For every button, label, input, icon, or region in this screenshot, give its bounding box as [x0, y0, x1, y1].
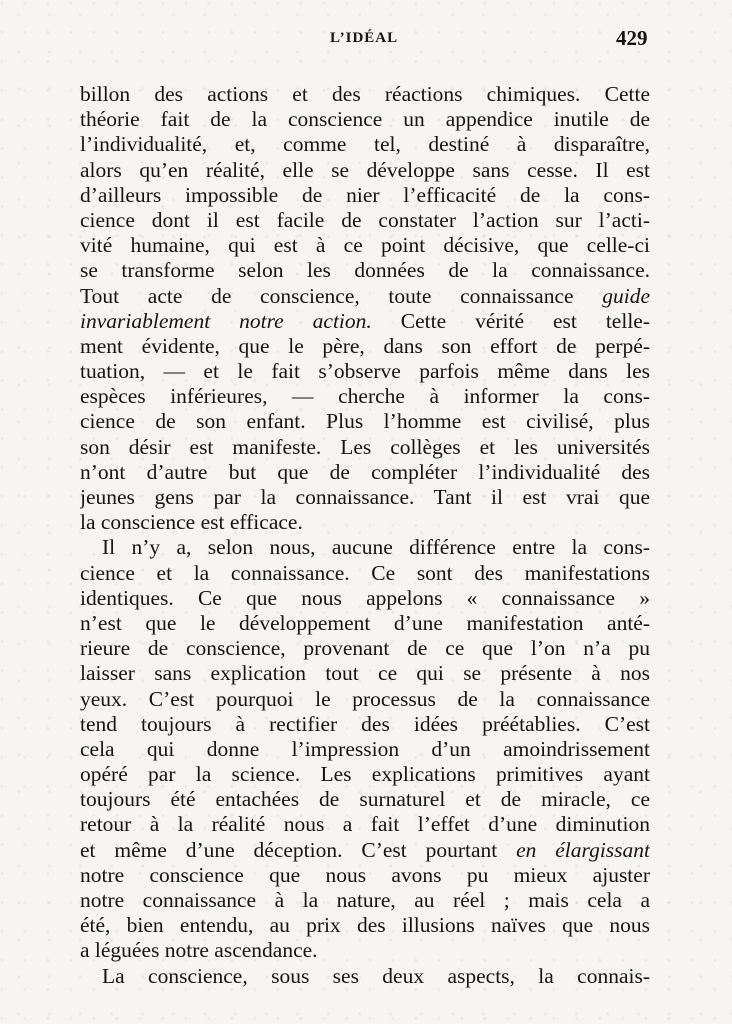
text-line: tuation, — et le fait s’observe parfois même dans les	[80, 359, 650, 384]
text-line: billon des actions et des réactions chimiques. Cette	[80, 82, 650, 106]
text-line: a léguées notre ascendance.	[80, 938, 318, 963]
text-line: jeunes gens par la connaissance. Tant il est vrai que	[80, 485, 650, 509]
text-line: La conscience, sous ses deux aspects, la connais-	[102, 963, 650, 988]
text-line: tend toujours à rectifier des idées préétablies. C’est	[80, 711, 650, 736]
text-line: notre connaissance à la nature, au réel ; mais cela a	[80, 888, 650, 912]
text-span: Cette vérité est telle-	[400, 308, 650, 333]
text-line	[80, 284, 650, 309]
text-line: yeux. C’est pourquoi le processus de la connaissance	[80, 686, 650, 711]
text-line: se transforme selon les données de la connaissance.	[80, 258, 650, 283]
italic-text: invariablement notre action.	[80, 308, 372, 333]
text-line	[80, 838, 650, 863]
text-line: théorie fait de la conscience un appendice inutile de	[80, 107, 650, 132]
text-line: vité humaine, qui est à ce point décisive, que celle-ci	[80, 233, 650, 258]
running-head: L’IDÉAL	[330, 30, 399, 46]
text-line: espèces inférieures, — cherche à informer la cons-	[80, 384, 650, 409]
text-line: cience et la connaissance. Ce sont des manifestations	[80, 560, 650, 585]
text-line: n’est que le développement d’une manifestation anté-	[80, 610, 650, 635]
text-line: rieure de conscience, provenant de ce que l’on n’a pu	[80, 636, 650, 661]
text-line: ment évidente, que le père, dans son effort de perpé-	[80, 333, 650, 358]
text-line: la conscience est efficace.	[80, 510, 303, 535]
text-line	[80, 309, 650, 334]
text-line: retour à la réalité nous a fait l’effet d’une diminution	[80, 812, 650, 837]
page-number: 429	[616, 26, 648, 50]
text-line: identiques. Ce que nous appelons « connaissance »	[80, 585, 650, 610]
text-line: d’ailleurs impossible de nier l’efficacité de la cons-	[80, 182, 650, 207]
italic-text: guide	[602, 283, 650, 308]
text-span: et même d’une déception. C’est pourtant	[80, 837, 498, 862]
text-line: notre conscience que nous avons pu mieux ajuster	[80, 862, 650, 887]
body-text	[80, 82, 650, 989]
text-line: été, bien entendu, au prix des illusions naïves que nous	[80, 913, 650, 938]
text-line: alors qu’en réalité, elle se développe sans cesse. Il est	[80, 157, 650, 182]
text-line: cience de son enfant. Plus l’homme est civilisé, plus	[80, 409, 650, 434]
text-line: cela qui donne l’impression d’un amoindrissement	[80, 736, 650, 761]
text-line: n’ont d’autre but que de compléter l’individualité des	[80, 459, 650, 484]
text-span: Tout acte de conscience, toute connaissance	[80, 283, 574, 308]
text-line: laisser sans explication tout ce qui se présente à nos	[80, 661, 650, 686]
text-line: toujours été entachées de surnaturel et de miracle, ce	[80, 787, 650, 812]
text-line: l’individualité, et, comme tel, destiné à disparaître,	[80, 132, 650, 157]
text-line: opéré par la science. Les explications primitives ayant	[80, 762, 650, 787]
italic-text: en élargissant	[516, 837, 650, 862]
text-line: Il n’y a, selon nous, aucune différence entre la cons-	[102, 535, 650, 560]
text-line: cience dont il est facile de constater l’action sur l’acti-	[80, 207, 650, 232]
text-line: son désir est manifeste. Les collèges et les universités	[80, 434, 650, 459]
